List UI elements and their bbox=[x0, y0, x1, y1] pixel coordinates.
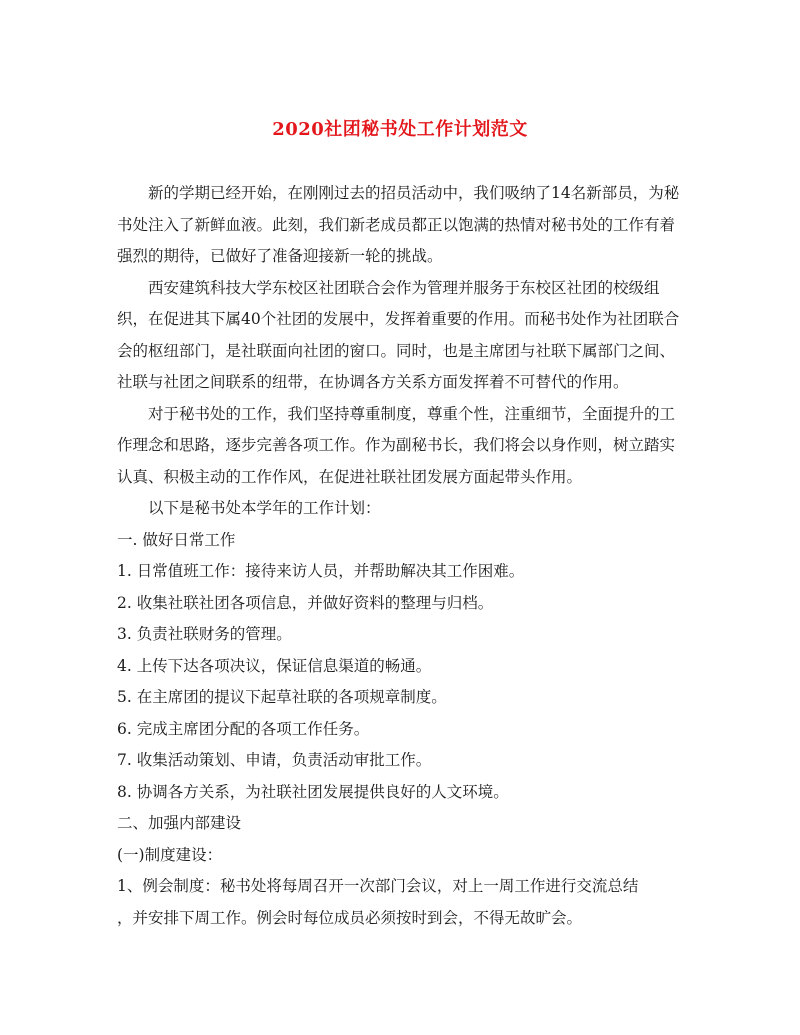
document-body bbox=[117, 178, 687, 934]
section-heading-internal-building: 二、加强内部建设 bbox=[117, 814, 242, 832]
sub-heading-system-building: (一)制度建设： bbox=[117, 845, 223, 864]
list-item: 2. 收集社联社团各项信息，并做好资料的整理与归档。 bbox=[117, 593, 494, 612]
list-item: 4. 上传下达各项决议，保证信息渠道的畅通。 bbox=[117, 656, 432, 675]
document-title: 2020社团秘书处工作计划范文 bbox=[272, 119, 528, 140]
list-item: 5. 在主席团的提议下起草社联的各项规章制度。 bbox=[117, 688, 447, 706]
paragraph-plan-intro: 以下是秘书处本学年的工作计划： bbox=[148, 499, 381, 517]
list-item: 6. 完成主席团分配的各项工作任务。 bbox=[117, 719, 370, 738]
paragraph-association-role: 西安建筑科技大学东校区社团联合会作为管理并服务于东校区社团的校级组织，在促进其下属40个社团的发展中，发挥着重要的作用。而秘书处作为社团联合会的枢纽部门，是社联面向社团的窗口。同时，也是主席团与社联下属部门之间、社联与社团之间联系的纽带，在协调各方关系方面发挥着不可替代的作用。 bbox=[117, 278, 680, 391]
list-item: 1. 日常值班工作：接待来访人员，并帮助解决其工作困难。 bbox=[117, 562, 525, 580]
paragraph-intro-new-semester: 新的学期已经开始，在刚刚过去的招员活动中，我们吸纳了14名新部员，为秘书处注入了新鲜血液。此刻，我们新老成员都正以饱满的热情对秘书处的工作有着强烈的期待，已做好了准备迎接新一轮的挑战。 bbox=[117, 184, 680, 265]
list-item: 7. 收集活动策划、申请，负责活动审批工作。 bbox=[117, 751, 432, 769]
list-item: 8. 协调各方关系，为社联社团发展提供良好的人文环境。 bbox=[117, 782, 509, 801]
paragraph-work-philosophy: 对于秘书处的工作，我们坚持尊重制度，尊重个性，注重细节，全面提升的工作理念和思路，逐步完善各项工作。作为副秘书长，我们将会以身作则，树立踏实认真、积极主动的工作作风，在促进社联社团发展方面起带头作用。 bbox=[117, 404, 676, 486]
section-heading-daily-work: 一. 做好日常工作 bbox=[117, 530, 236, 549]
meeting-system-line-2: ，并安排下周工作。例会时每位成员必须按时到会，不得无故旷会。 bbox=[117, 908, 583, 927]
meeting-system-line-1: 1、例会制度：秘书处将每周召开一次部门会议，对上一周工作进行交流总结 bbox=[117, 877, 639, 895]
list-item: 3. 负责社联财务的管理。 bbox=[117, 625, 292, 643]
